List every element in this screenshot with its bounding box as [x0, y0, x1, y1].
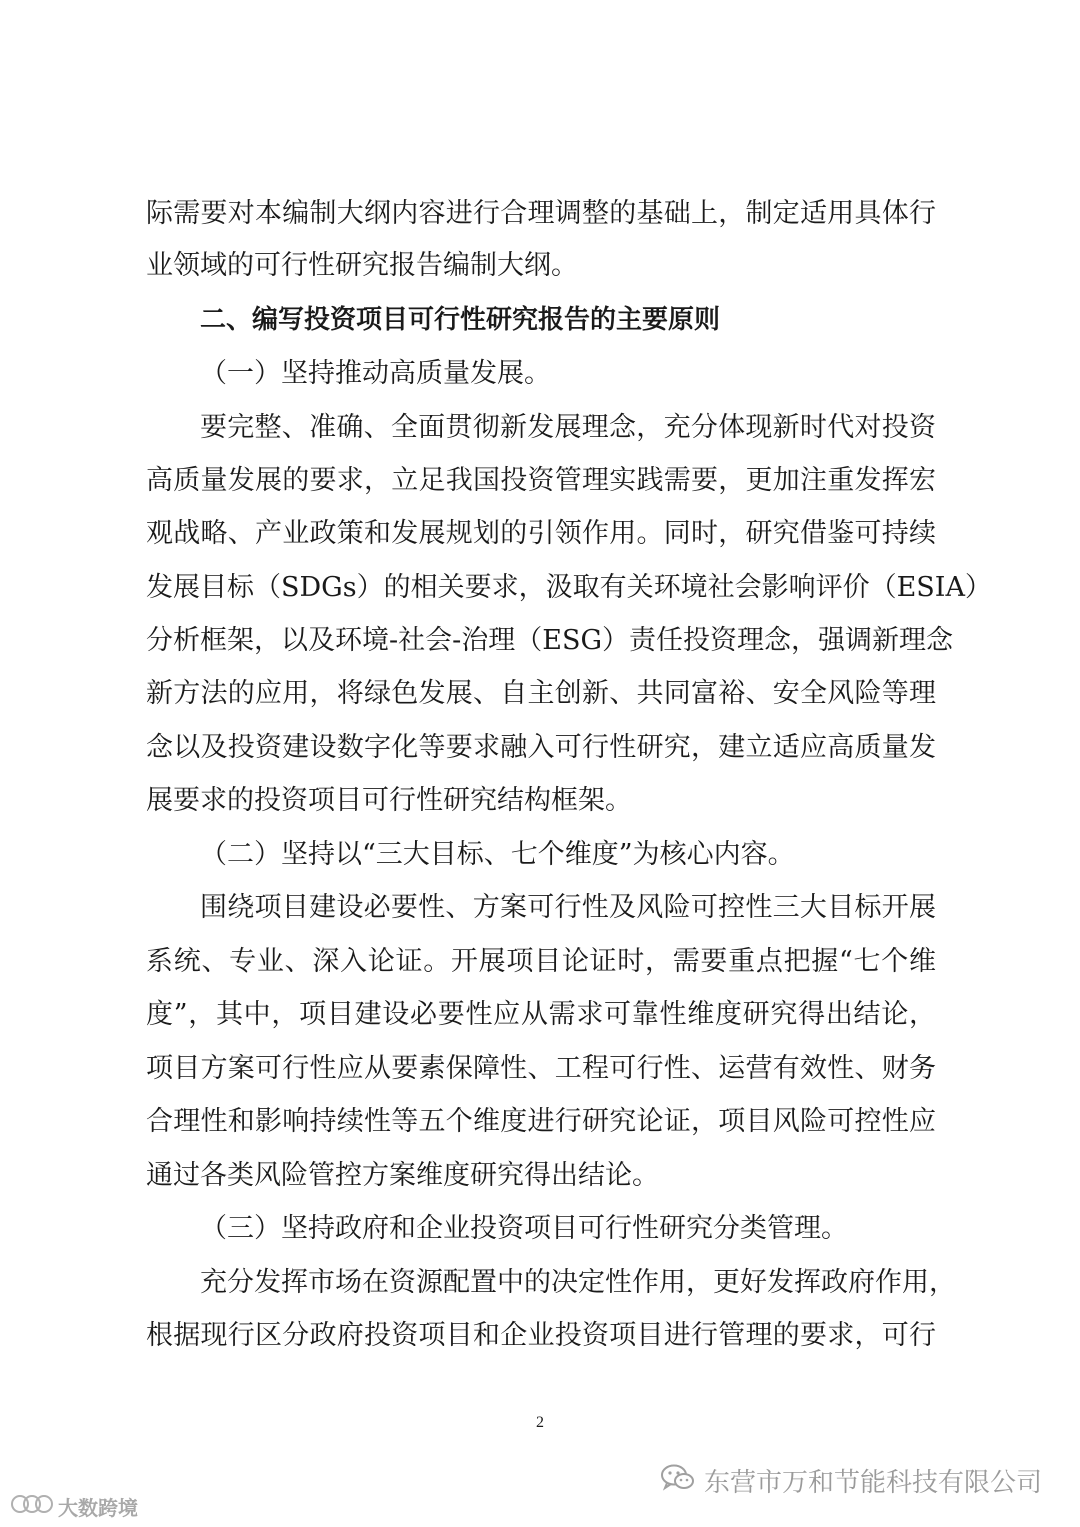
company-watermark: [660, 1462, 1042, 1498]
text-line: 业领域的可行性研究报告编制大纲。: [146, 250, 578, 281]
text-line: 分析框架，以及环境-社会-治理（ESG）责任投资理念，强调新理念: [146, 625, 954, 656]
brand-watermark: [10, 1490, 138, 1522]
wechat-icon: [660, 1463, 696, 1497]
text-line: 发展目标（SDGs）的相关要求，汲取有关环境社会影响评价（ESIA）: [146, 572, 992, 603]
text-line: 观战略、产业政策和发展规划的引领作用。同时，研究借鉴可持续: [146, 518, 936, 549]
text-line: 高质量发展的要求，立足我国投资管理实践需要，更加注重发挥宏: [146, 465, 936, 496]
brand-logo-icon: [10, 1491, 54, 1521]
text-line: 通过各类风险管控方案维度研究得出结论。: [146, 1160, 659, 1191]
text-line: 根据现行区分政府投资项目和企业投资项目进行管理的要求，可行: [146, 1320, 936, 1351]
company-name: 东营市万和节能科技有限公司: [703, 1467, 1042, 1498]
text-line: 系统、专业、深入论证。开展项目论证时，需要重点把握“七个维: [146, 946, 936, 977]
page-number: 2: [536, 1414, 544, 1431]
subsection-heading: （二）坚持以“三大目标、七个维度”为核心内容。: [200, 839, 795, 870]
text-line: 度”，其中，项目建设必要性应从需求可靠性维度研究得出结论，: [146, 999, 936, 1030]
text-line: 充分发挥市场在资源配置中的决定性作用，更好发挥政府作用，: [200, 1267, 956, 1298]
text-line: 围绕项目建设必要性、方案可行性及风险可控性三大目标开展: [200, 892, 936, 923]
subsection-heading: （三）坚持政府和企业投资项目可行性研究分类管理。: [200, 1213, 848, 1244]
section-heading: 二、编写投资项目可行性研究报告的主要原则: [200, 305, 721, 335]
subsection-heading: （一）坚持推动高质量发展。: [200, 358, 551, 389]
text-line: 项目方案可行性应从要素保障性、工程可行性、运营有效性、财务: [146, 1053, 936, 1084]
brand-name: 大数跨境: [58, 1495, 138, 1520]
text-line: 际需要对本编制大纲内容进行合理调整的基础上，制定适用具体行: [146, 198, 936, 229]
text-line: 合理性和影响持续性等五个维度进行研究论证，项目风险可控性应: [146, 1106, 936, 1137]
text-line: 念以及投资建设数字化等要求融入可行性研究，建立适应高质量发: [146, 732, 936, 763]
text-line: 新方法的应用，将绿色发展、自主创新、共同富裕、安全风险等理: [146, 678, 936, 709]
text-line: 要完整、准确、全面贯彻新发展理念，充分体现新时代对投资: [200, 412, 936, 443]
text-line: 展要求的投资项目可行性研究结构框架。: [146, 785, 632, 816]
